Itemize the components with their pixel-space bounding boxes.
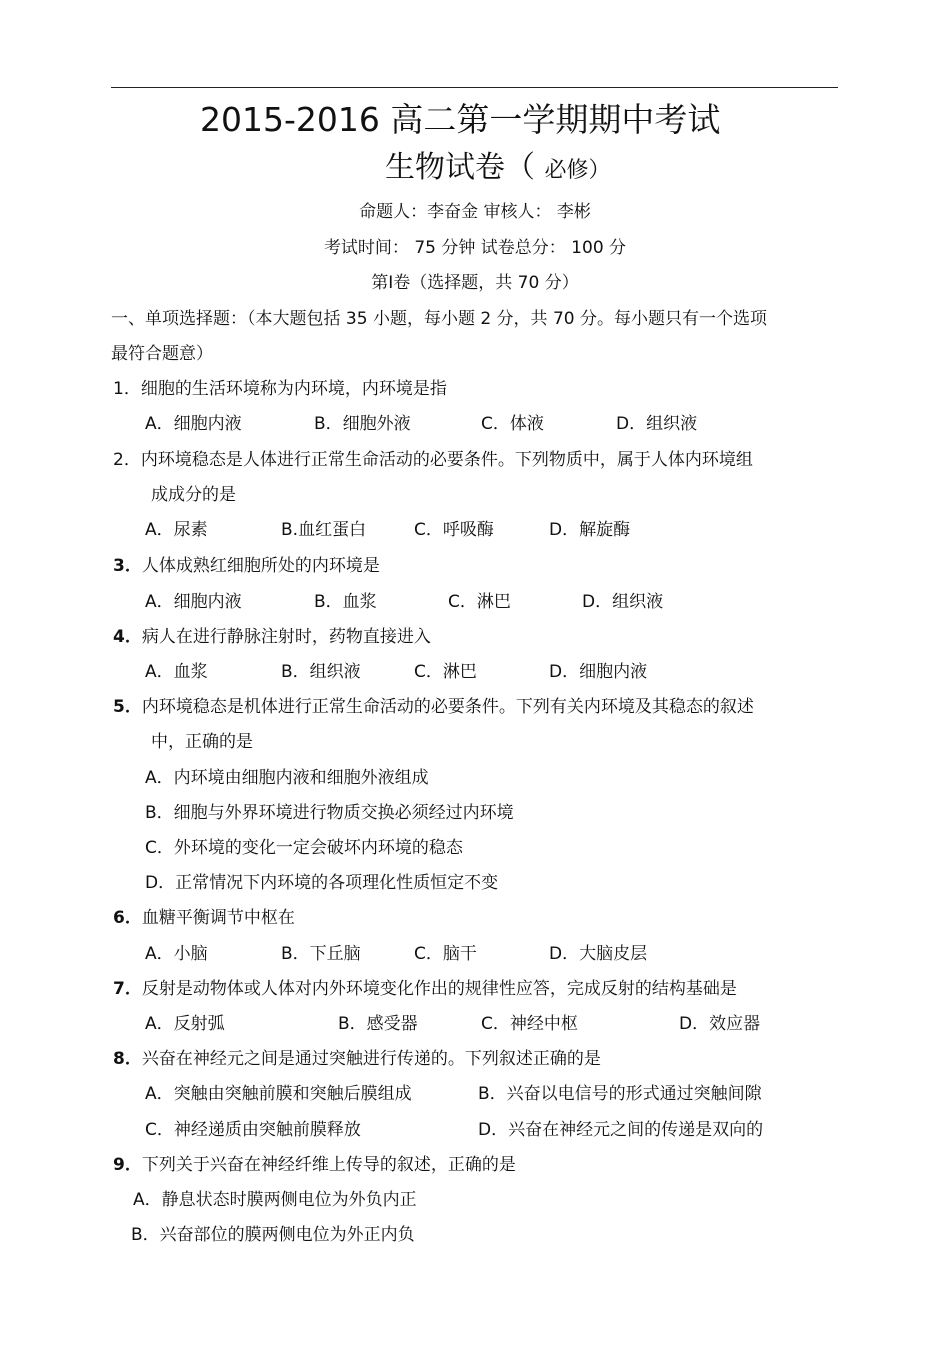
volume-line: 第Ⅰ卷（选择题，共 70 分） xyxy=(371,273,579,293)
option: A．小脑 xyxy=(145,944,208,964)
option: D．大脑皮层 xyxy=(549,944,648,964)
option: C．体液 xyxy=(481,414,544,434)
question-stem: 下列关于兴奋在神经纤维上传导的叙述，正确的是 xyxy=(141,1155,516,1175)
option: B．细胞外液 xyxy=(314,414,411,434)
question-number: 6． xyxy=(113,908,142,928)
option: A．细胞内液 xyxy=(145,592,242,612)
option: C．神经递质由突触前膜释放 xyxy=(145,1120,361,1140)
question-number: 5． xyxy=(113,697,142,717)
exam-title: 2015-2016 高二第一学期期中考试 xyxy=(200,100,721,139)
authors-line: 命题人：李奋金 审核人： 李彬 xyxy=(359,202,591,222)
option: B．组织液 xyxy=(281,662,361,682)
question-2 xyxy=(113,450,753,470)
option: D．正常情况下内环境的各项理化性质恒定不变 xyxy=(145,873,499,893)
option: A．反射弧 xyxy=(145,1014,225,1034)
option: A．内环境由细胞内液和细胞外液组成 xyxy=(145,768,429,788)
option: A．尿素 xyxy=(145,520,208,540)
option: C．淋巴 xyxy=(448,592,511,612)
option: A．静息状态时膜两侧电位为外负内正 xyxy=(133,1190,417,1210)
question-9 xyxy=(113,1155,516,1175)
question-stem-cont: 中，正确的是 xyxy=(151,732,253,752)
question-1 xyxy=(113,379,447,399)
question-4 xyxy=(113,627,431,647)
subtitle-main: 生物试卷（ xyxy=(385,150,535,185)
option: B.血红蛋白 xyxy=(281,520,367,540)
section-heading-cont: 最符合题意） xyxy=(111,344,213,364)
question-stem: 反射是动物体或人体对内外环境变化作出的规律性应答，完成反射的结构基础是 xyxy=(141,979,737,999)
top-rule xyxy=(111,87,838,88)
option: A．突触由突触前膜和突触后膜组成 xyxy=(145,1084,412,1104)
question-7 xyxy=(113,979,737,999)
question-3 xyxy=(113,556,380,576)
exam-info-line: 考试时间： 75 分钟 试卷总分： 100 分 xyxy=(323,238,627,258)
question-number: 4． xyxy=(113,627,142,647)
question-5 xyxy=(113,697,754,717)
question-stem: 人体成熟红细胞所处的内环境是 xyxy=(141,556,380,576)
question-stem: 血糖平衡调节中枢在 xyxy=(141,908,295,928)
question-stem: 内环境稳态是机体进行正常生命活动的必要条件。下列有关内环境及其稳态的叙述 xyxy=(141,697,754,717)
subtitle-sub: 必修） xyxy=(544,158,611,183)
option: D．解旋酶 xyxy=(549,520,631,540)
question-number: 9． xyxy=(113,1155,142,1175)
option: B．兴奋以电信号的形式通过突触间隙 xyxy=(478,1084,762,1104)
question-stem: 内环境稳态是人体进行正常生命活动的必要条件。下列物质中，属于人体内环境组 xyxy=(140,450,753,470)
option: D．细胞内液 xyxy=(549,662,648,682)
question-number: 3． xyxy=(113,556,142,576)
option: D．兴奋在神经元之间的传递是双向的 xyxy=(478,1120,764,1140)
option: B．血浆 xyxy=(314,592,377,612)
option: D．组织液 xyxy=(582,592,664,612)
option: C．呼吸酶 xyxy=(414,520,494,540)
question-stem: 细胞的生活环境称为内环境，内环境是指 xyxy=(140,379,447,399)
question-number: 7． xyxy=(113,979,142,999)
option: B．下丘脑 xyxy=(281,944,361,964)
section-heading: 一、单项选择题：（本大题包括 35 小题，每小题 2 分，共 70 分。每小题只有一个选项 xyxy=(111,309,768,329)
option: A．细胞内液 xyxy=(145,414,242,434)
question-stem-cont: 成成分的是 xyxy=(151,485,236,505)
question-number: 1． xyxy=(113,379,141,399)
option: A．血浆 xyxy=(145,662,208,682)
question-8 xyxy=(113,1049,601,1069)
option: B．细胞与外界环境进行物质交换必须经过内环境 xyxy=(145,803,514,823)
question-stem: 病人在进行静脉注射时，药物直接进入 xyxy=(141,627,431,647)
option: D．组织液 xyxy=(616,414,698,434)
question-stem: 兴奋在神经元之间是通过突触进行传递的。下列叙述正确的是 xyxy=(141,1049,601,1069)
option: B．兴奋部位的膜两侧电位为外正内负 xyxy=(131,1225,415,1245)
option: C．外环境的变化一定会破坏内环境的稳态 xyxy=(145,838,463,858)
question-6 xyxy=(113,908,295,928)
option: B．感受器 xyxy=(338,1014,418,1034)
question-number: 2． xyxy=(113,450,141,470)
option: C．脑干 xyxy=(414,944,477,964)
option: C．神经中枢 xyxy=(481,1014,578,1034)
option: D．效应器 xyxy=(679,1014,761,1034)
option: C．淋巴 xyxy=(414,662,477,682)
question-number: 8． xyxy=(113,1049,142,1069)
exam-subtitle xyxy=(385,150,611,189)
